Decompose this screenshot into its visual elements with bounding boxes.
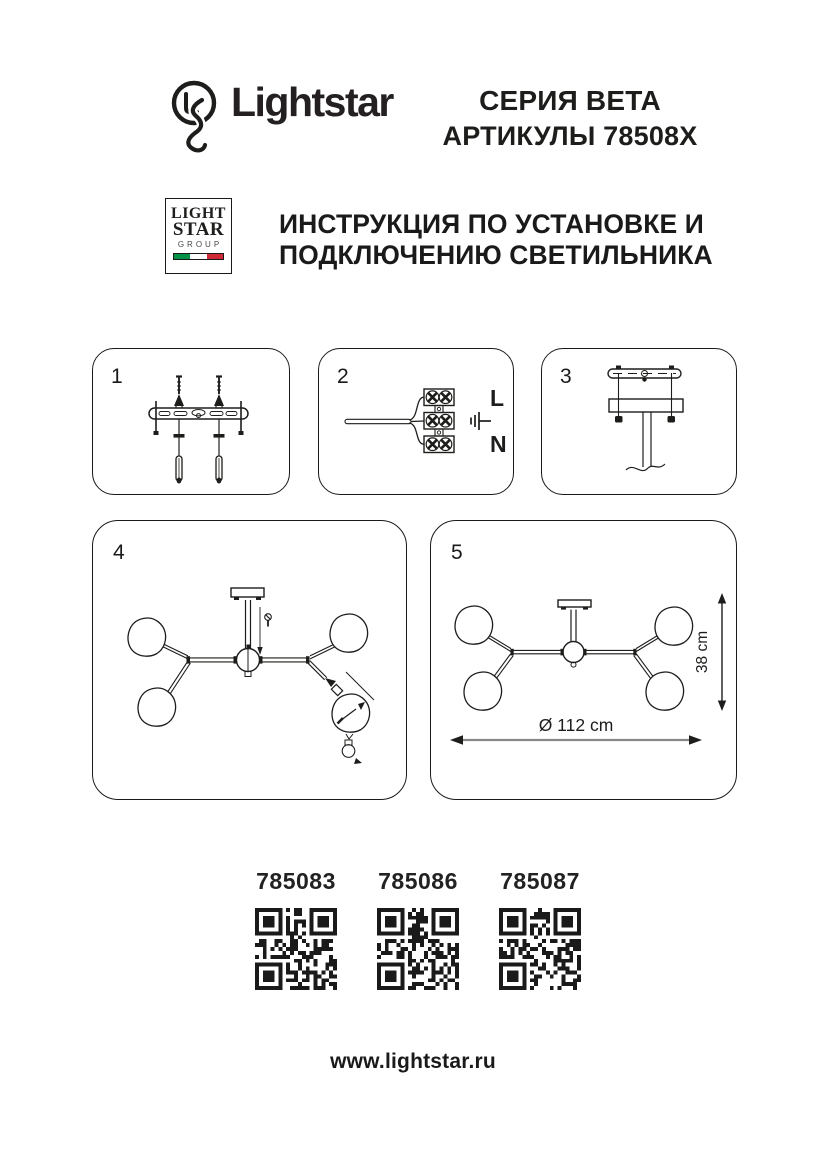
height-label: 38 cm [694, 630, 711, 674]
glass-globe [128, 618, 166, 656]
live-label: L [490, 385, 505, 411]
glass-globe [655, 607, 693, 645]
canopy-mounting-diagram [542, 349, 738, 496]
glass-globe [646, 672, 684, 710]
screw-and-anchor-left [174, 377, 185, 484]
page-title-line1: ИНСТРУКЦИЯ ПО УСТАНОВКЕ И [279, 209, 704, 239]
step-3-panel [541, 348, 737, 495]
logo-box-line3: GROUP [177, 240, 223, 249]
logo-box-line1: LIGHT [171, 205, 226, 222]
mains-cable-icon [345, 419, 411, 423]
nut-icon [668, 416, 676, 423]
series-articles: АРТИКУЛЫ 78508X [442, 121, 698, 151]
step-4-panel [92, 520, 407, 800]
logo-box-line2: STAR [172, 219, 225, 240]
website-url: www.lightstar.ru [330, 1050, 496, 1073]
mounting-bracket-diagram [93, 349, 291, 496]
diameter-label: Ø 112 cm [538, 715, 614, 735]
article-item [497, 868, 583, 995]
neutral-label: N [490, 431, 507, 457]
italian-flag-stripe [173, 253, 224, 260]
nut-icon [615, 416, 623, 423]
lightstar-bulb-icon [166, 70, 226, 162]
glass-globe [464, 672, 502, 710]
page-title [279, 209, 713, 271]
step-number: 1 [111, 365, 123, 388]
article-number: 785083 [256, 868, 336, 894]
break-line [626, 464, 665, 471]
step-5-panel [430, 520, 737, 800]
globe-attachment-detail [308, 661, 374, 764]
qr-code [255, 908, 337, 990]
glass-globe [455, 606, 493, 644]
page-title-line2: ПОДКЛЮЧЕНИЮ СВЕТИЛЬНИКА [279, 240, 713, 270]
qr-code [499, 908, 581, 990]
step-number: 2 [337, 365, 349, 388]
article-item [375, 868, 461, 995]
glass-globe [138, 688, 176, 726]
series-title: СЕРИЯ BETA [479, 85, 661, 116]
qr-code [377, 908, 459, 990]
wiring-diagram [319, 349, 515, 496]
lightstar-group-logo [165, 198, 232, 274]
glass-globe [330, 614, 368, 652]
brand-wordmark: Lightstar [231, 79, 393, 125]
height-dimension [694, 593, 726, 711]
step-number: 4 [113, 541, 125, 564]
dimensions-diagram [431, 521, 738, 801]
screw-and-anchor-right [214, 377, 225, 484]
step-1-panel [92, 348, 290, 495]
article-qr-section [253, 868, 583, 995]
terminal-block-icon [424, 389, 454, 453]
earth-symbol-icon [471, 412, 491, 430]
mounting-bar-icon [149, 408, 248, 419]
article-number: 785086 [378, 868, 458, 894]
article-number: 785087 [500, 868, 580, 894]
step-2-panel [318, 348, 514, 495]
article-item [253, 868, 339, 995]
screw-hint-icon [257, 607, 271, 655]
central-body-icon [237, 645, 260, 677]
diameter-dimension [450, 715, 702, 745]
step-number: 5 [451, 541, 463, 564]
step-number: 3 [560, 365, 572, 388]
series-block [440, 85, 700, 152]
chandelier-assembly-diagram [93, 521, 408, 801]
